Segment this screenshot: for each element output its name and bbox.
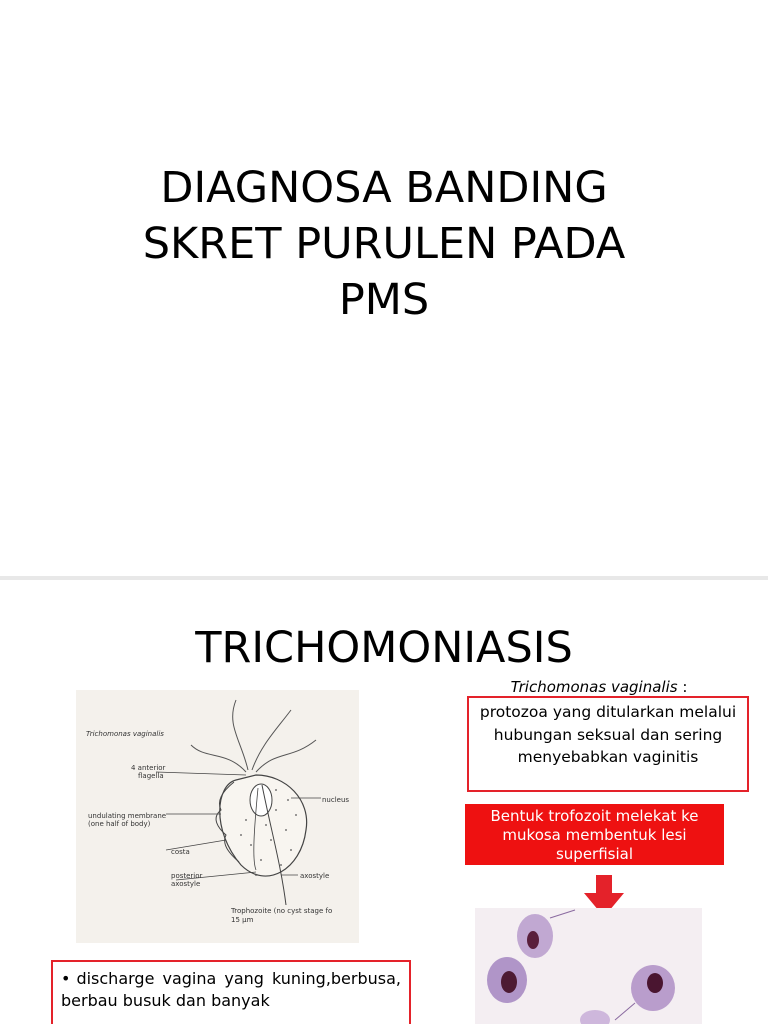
species-heading	[468, 678, 730, 696]
label-flagella: 4 anterior flagella	[131, 764, 166, 780]
symptom-box	[51, 960, 411, 1024]
definition-box: protozoa yang ditularkan melalui hubungan seksual dan sering menyebabkan vaginitis	[467, 696, 749, 792]
label-axostyle: axostyle	[300, 872, 330, 880]
trichomoniasis-slide	[0, 580, 768, 1024]
species-separator: :	[677, 678, 688, 696]
label-posterior-axostyle: posterior axostyle	[171, 872, 203, 888]
species-name: Trichomonas vaginalis	[510, 678, 678, 696]
slide-title: TRICHOMONIASIS	[195, 623, 573, 673]
slide-title: DIAGNOSA BANDING SKRET PURULEN PADA PMS	[142, 163, 626, 325]
label-nucleus: nucleus	[322, 796, 350, 804]
bullet: •	[61, 969, 71, 988]
symptom-text: discharge vagina yang kuning,berbusa, berbau busuk dan banyak	[61, 969, 401, 1010]
label-trophozoite: Trophozoite (no cyst stage fo	[231, 907, 333, 915]
label-membrane: undulating membrane (one half of body)	[88, 812, 167, 828]
trichomonas-diagram	[76, 690, 359, 943]
label-size: 15 µm	[231, 916, 254, 924]
label-costa: costa	[171, 848, 190, 856]
micrograph-image	[475, 908, 702, 1024]
attachment-note: Bentuk trofozoit melekat ke mukosa membentuk lesi superfisial	[465, 804, 724, 865]
diagram-caption: Trichomonas vaginalis	[86, 730, 164, 738]
